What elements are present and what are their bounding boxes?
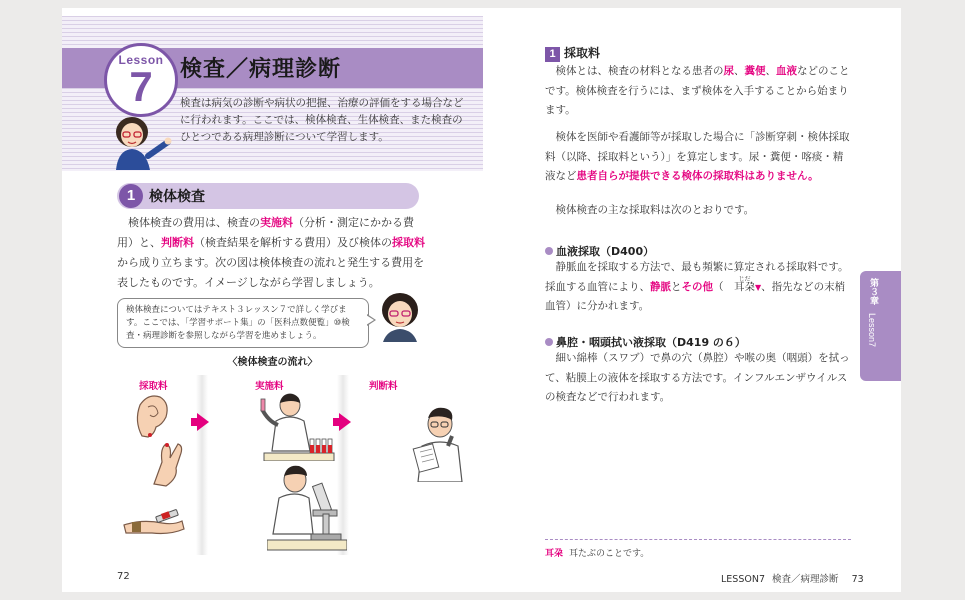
ruby-reading: じだ: [738, 275, 751, 283]
highlight-term: 糞便: [744, 65, 766, 77]
body-paragraph: [117, 213, 429, 293]
item-heading-text: 血液採取（D400）: [556, 245, 655, 258]
item-heading-text: 鼻腔・咽頭拭い液採取（D419 の６）: [556, 336, 746, 349]
lab-technician-illustration: [258, 391, 336, 461]
lesson-word: Lesson: [118, 53, 164, 67]
running-head-lesson: LESSON7: [721, 574, 765, 585]
footnote-text: 耳たぶのことです。: [569, 549, 650, 559]
body-text: と: [671, 280, 682, 293]
body-text: 、: [734, 65, 745, 77]
body-text: （検査結果を解析する費用）及び検体の: [194, 236, 392, 249]
body-text: （分析・測定にかかる費用）と、: [117, 216, 414, 249]
right-page: [483, 8, 901, 592]
highlight-term: その他: [681, 280, 713, 293]
doctor-illustration: [412, 406, 470, 482]
speech-tail-fill: [366, 315, 374, 325]
bullet-dot: [545, 338, 553, 346]
highlight-term: 採取料: [392, 236, 425, 249]
flow-divider: [196, 375, 208, 555]
page-number-right: 73: [851, 574, 864, 585]
lesson-title: 検査／病理診断: [180, 57, 342, 82]
subsection-title: 採取料: [564, 46, 601, 60]
side-tab-lesson: Lesson7: [867, 313, 877, 348]
paragraph-collection-fee-rule: [545, 128, 850, 187]
body-text: （: [713, 280, 724, 293]
flow-arrow: [197, 413, 209, 431]
paragraph-specimen-definition: [545, 62, 850, 121]
lesson-badge: [104, 43, 178, 117]
paragraph-main-fees: 検体検査の主な採取料は次のとおりです。: [555, 204, 755, 216]
highlight-term: 尿: [723, 65, 734, 77]
arm-syringe-illustration: [122, 503, 194, 538]
body-text: などのことです。検体検査を行うには、まず検体を入手することから始まります。: [545, 65, 850, 116]
highlight-term: 患者自らが提供できる検体の採取料はありません。: [576, 170, 819, 182]
item-body-blood-collection: [545, 258, 850, 317]
highlight-term: 判断料: [161, 236, 194, 249]
flow-label-execution-fee: 実施料: [255, 381, 284, 392]
highlight-term: 実施料: [260, 216, 293, 229]
subsection-number: 1: [545, 47, 560, 62]
footnote: [545, 546, 649, 559]
ruby-base: 耳朶: [734, 280, 755, 293]
ruby-term: [724, 275, 756, 298]
section-number: 1: [119, 184, 143, 208]
teacher-illustration: [110, 112, 172, 170]
student-illustration: [377, 290, 423, 342]
speech-note: 検体検査についてはテキスト３レッスン７で詳しく学びます。ここでは、「学習サポート集」の「医科点数便覧」⑩検査・病理診断を参照しながら学習を進めましょう。: [117, 298, 369, 348]
highlight-term: 血液: [776, 65, 797, 77]
item-heading-nasal-swab: [545, 334, 746, 350]
body-text: から成り立ちます。次の図は検体検査の流れと発生する費用を表したものです。イメージしながら学習しましょう。: [117, 256, 425, 289]
highlight-term: 静脈: [650, 280, 671, 293]
finger-illustration: [148, 438, 190, 488]
microscope-illustration: [267, 464, 347, 552]
left-page: [62, 8, 483, 592]
subsection-header-collection-fee: [545, 44, 600, 62]
body-text: 、指先などの末梢血管）に分かれます。: [545, 280, 846, 312]
body-text: 検体とは、検査の材料となる患者の: [555, 65, 724, 77]
flow-diagram-title: 〈検体検査の流れ〉: [227, 357, 318, 368]
body-text: 検体を医師や看護師等が採取した場合に「診断穿刺・検体採取料（以降、採取料という）」を算定します。尿・糞便・喀痰・精液など: [545, 131, 850, 182]
footnote-term: 耳朶: [545, 549, 564, 559]
item-heading-blood-collection: [545, 243, 654, 259]
footnote-divider: [545, 539, 851, 540]
flow-arrow: [339, 413, 351, 431]
flow-label-collection-fee: 採取料: [139, 381, 168, 392]
body-text: 検体検査の費用は、検査の: [128, 216, 260, 229]
lesson-intro: 検査は病気の診断や病状の把握、治療の評価をする場合などに行われます。ここでは、検体検査、生体検査、また検査のひとつである病理診断について学習します。: [180, 97, 464, 143]
item-body-nasal-swab: 細い綿棒（スワブ）で鼻の穴（鼻腔）や喉の奥（咽頭）を拭って、粘膜上の液体を採取する方法です。インフルエンザウイルスの検査などで行われます。: [545, 352, 850, 403]
flow-label-judgment-fee: 判断料: [369, 381, 398, 392]
body-text: 、: [765, 65, 776, 77]
lesson-number: 7: [129, 63, 153, 110]
page-number-left: 72: [117, 571, 130, 582]
section-header-specimen-test: [117, 183, 419, 209]
side-tab-chapter: 第３章: [868, 278, 878, 305]
footnote-marker: ▼: [755, 282, 762, 292]
ear-illustration: [130, 391, 174, 441]
bullet-dot: [545, 247, 553, 255]
body-text: 静脈血を採取する方法で、最も頻繁に算定される採取料です。採血する血管により、: [545, 261, 849, 293]
running-head-title: 検査／病理診断: [772, 574, 839, 585]
running-head: [721, 571, 868, 585]
section-title: 検体検査: [149, 189, 205, 205]
